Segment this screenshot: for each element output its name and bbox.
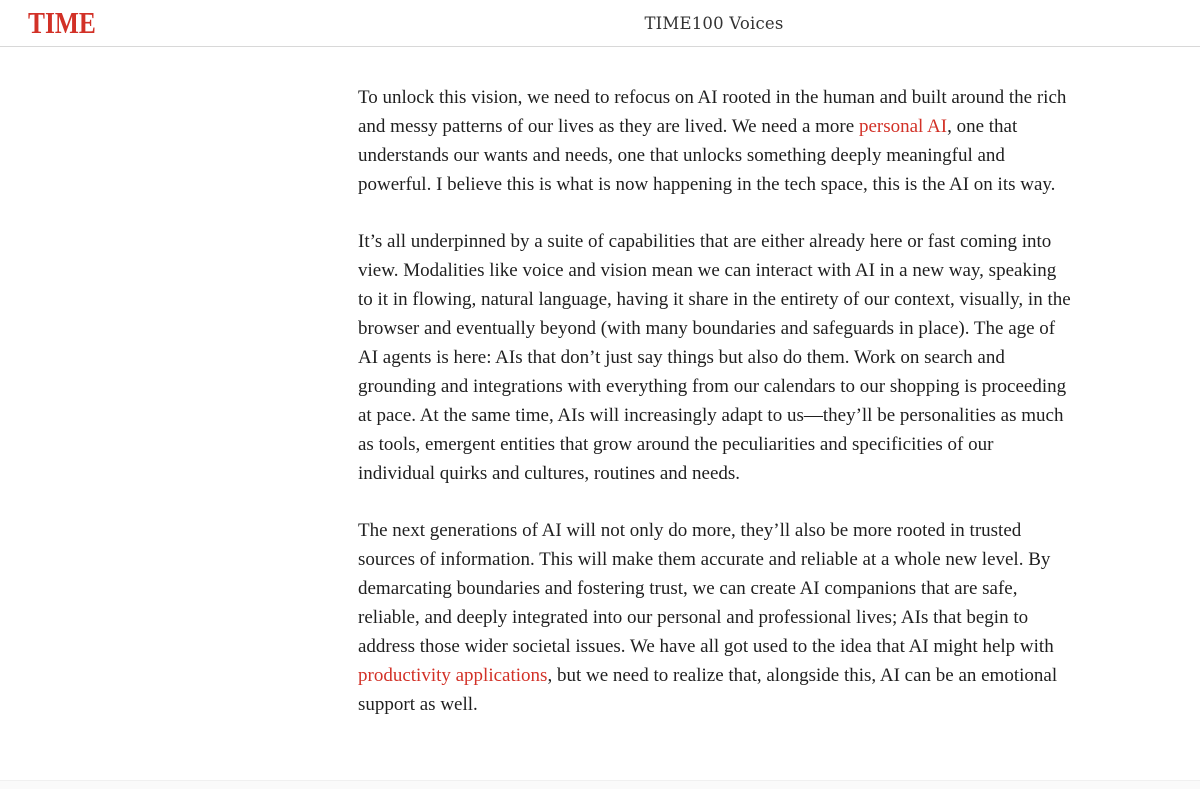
paragraph-text: To unlock this vision, we need to refocus on AI rooted in the human and built around the rich and messy patterns of our lives as they are lived. We need a more: [358, 87, 1067, 137]
paragraph-text: , but we need to realize that, alongside this, AI can be an emotional support as well.: [358, 665, 1058, 715]
header-title-wrap: [358, 0, 1070, 47]
paragraph-text: The next generations of AI will not only do more, they’ll also be more rooted in trusted sources of information. This will make them accurate and reliable at a whole new level. By demarcating boundaries and fostering trust, we can create AI companions that are safe, reliable, and deeply integrated into our personal and professional lives; AIs that begin to address those wider societal issues. We have all got used to the idea that AI might help with: [358, 520, 1054, 657]
time-logo[interactable]: TIME: [28, 5, 96, 40]
article-body: [358, 47, 1072, 719]
inline-link[interactable]: personal AI: [858, 116, 948, 137]
article-paragraph: [358, 516, 1072, 719]
section-title-link[interactable]: TIME100 Voices: [644, 14, 784, 33]
paragraph-text: , one that understands our wants and needs, one that unlocks something deeply meaningful and powerful. I believe this is what is now happening in the tech space, this is the AI on its way.: [358, 116, 1056, 195]
paragraph-text: It’s all underpinned by a suite of capabilities that are either already here or fast coming into view. Modalities like voice and vision mean we can interact with AI in a new way, speaking to it in flowing, natural language, having it share in the entirety of our context, visually, in the browser and eventually beyond (with many boundaries and safeguards in place). The age of AI agents is here: AIs that don’t just say things but also do them. Work on search and grounding and integrations with everything from our calendars to our shopping is proceeding at pace. At the same time, AIs will increasingly adapt to us—they’ll be personalities as much as tools, emergent entities that grow around the peculiarities and specificities of our individual quirks and cultures, routines and needs.: [358, 231, 1071, 484]
article-paragraph: [358, 227, 1072, 488]
inline-link[interactable]: productivity applications: [358, 665, 548, 686]
article-paragraph: [358, 83, 1072, 199]
site-header: [0, 0, 1200, 47]
page-bottom-divider: [0, 780, 1200, 789]
